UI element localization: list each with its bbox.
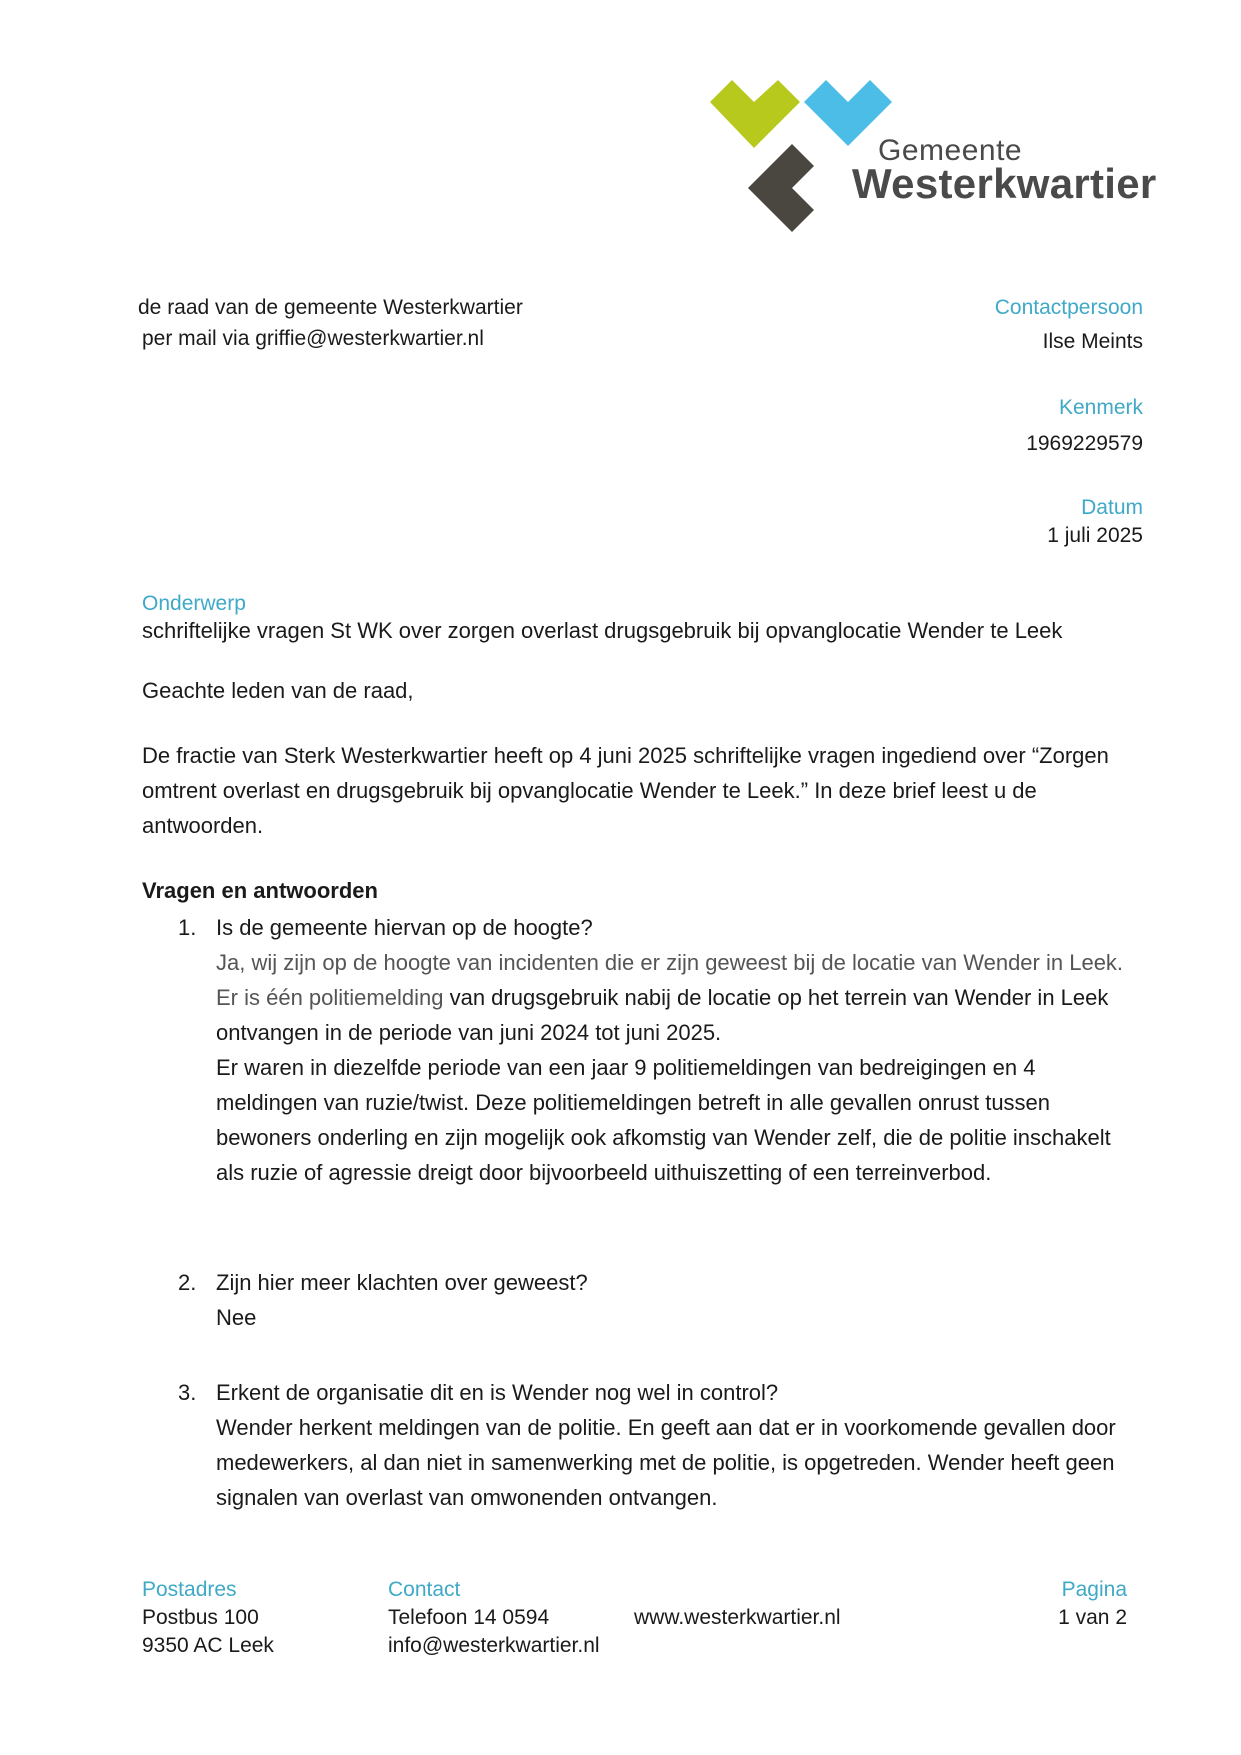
logo-text-westerkwartier: Westerkwartier [852,160,1157,207]
qa-number: 3. [178,1380,197,1405]
qa-answer-rest-part: van drugsgebruik nabij de locatie op het terrein van Wender in Leek ontvangen in de periode van juni 2024 tot juni 2025. [216,985,1109,1045]
logo-lime-shape [710,80,800,148]
footer-email-link[interactable]: info@westerkwartier.nl [388,1634,600,1657]
qa-item-1 [178,910,1138,1190]
qa-answer [216,945,1138,1050]
qa-answer: Wender herkent meldingen van de politie. En geeft aan dat er in voorkomende gevallen door medewerkers, al dan niet in samenwerking met de politie, is opgetreden. Wender heeft geen signalen van overlast van omwonenden ontvangen. [216,1415,1116,1510]
salutation: Geachte leden van de raad, [142,678,414,703]
qa-item-2 [178,1265,1138,1335]
qa-question: Erkent de organisatie dit en is Wender nog wel in control? [216,1380,779,1405]
footer-pagina-label: Pagina [1061,1578,1127,1601]
kenmerk-value: 1969229579 [1026,432,1143,455]
recipient-line-2: per mail via griffie@westerkwartier.nl [142,327,484,350]
intro-paragraph: De fractie van Sterk Westerkwartier heeft op 4 juni 2025 schriftelijke vragen ingediend over “Zorgen omtrent overlast en drugsgebruik bij opvanglocatie Wender te Leek.” In deze brief leest u de antwoorden. [142,743,1109,838]
qa-item-3 [178,1375,1138,1515]
contact-value: Ilse Meints [1042,330,1143,353]
footer-postadres-line2: 9350 AC Leek [142,1634,274,1657]
qa-question: Is de gemeente hiervan op de hoogte? [216,915,593,940]
qa-answer-extra: Er waren in diezelfde periode van een jaar 9 politiemeldingen van bedreigingen en 4 meldingen van ruzie/twist. Deze politiemeldingen betreft in alle gevallen onrust tussen bewoners onderling en zijn mogelijk ook afkomstig van Wender zelf, die de politie inschakelt als ruzie of agressie dreigt door bijvoorbeeld uithuiszetting of een terreinverbod. [216,1055,1111,1185]
footer-contact-label: Contact [388,1578,461,1601]
footer-website-link[interactable]: www.westerkwartier.nl [634,1606,841,1629]
qa-answer: Nee [216,1305,257,1330]
qa-number: 1. [178,915,197,940]
qa-number: 2. [178,1270,197,1295]
section-title: Vragen en antwoorden [142,878,378,903]
contact-label: Contactpersoon [994,296,1143,319]
datum-value: 1 juli 2025 [1047,524,1143,547]
logo-dark-shape [748,144,814,232]
subject-text: schriftelijke vragen St WK over zorgen overlast drugsgebruik bij opvanglocatie Wender te Leek [142,618,1063,643]
logo-text-gemeente: Gemeente [878,134,1023,167]
footer-pagina-value: 1 van 2 [1058,1606,1127,1629]
qa-answer-gray-part: Ja, wij zijn op de hoogte van incidenten die er zijn geweest bij de locatie van Wender in Leek. Er is één politiemelding [216,950,1124,1010]
footer-postadres-line1: Postbus 100 [142,1606,259,1629]
datum-label: Datum [1081,496,1143,519]
recipient-line-1: de raad van de gemeente Westerkwartier [138,296,523,319]
footer-postadres-label: Postadres [142,1578,237,1601]
subject-label: Onderwerp [142,592,246,615]
footer-phone: Telefoon 14 0594 [388,1606,550,1629]
kenmerk-label: Kenmerk [1058,396,1143,419]
qa-question: Zijn hier meer klachten over geweest? [216,1270,588,1295]
